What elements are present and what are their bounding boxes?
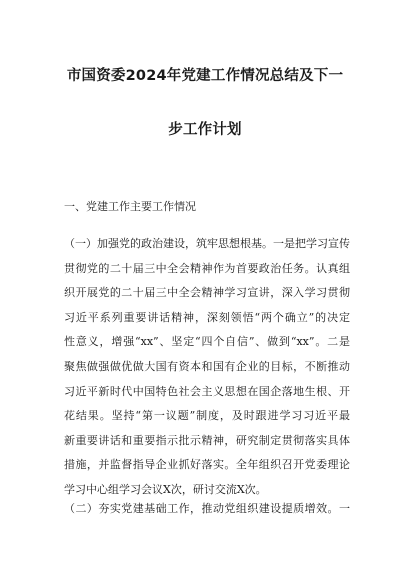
paragraph-line: 新重要讲话和重要指示批示精神，研究制定贯彻落实具体 <box>64 433 350 447</box>
paragraph-line: 织开展党的二十届三中全会精神学习宣讲，深入学习贯彻 <box>64 286 350 300</box>
paragraph-line: 聚焦做强做优做大国有资本和国有企业的目标，不断推动 <box>64 359 350 373</box>
paragraph-line: 习近平系列重要讲话精神，深刻领悟“两个确立”的决定 <box>64 310 350 324</box>
paragraph-line: （一）加强党的政治建设，筑牢思想根基。一是把学习宣传 <box>64 237 350 250</box>
document-title-line-2: 步工作计划 <box>168 122 242 138</box>
paragraph-line: 贯彻党的二十届三中全会精神作为首要政治任务。认真组 <box>64 261 350 275</box>
paragraph-line: 习近平新时代中国特色社会主义思想在国企落地生根、开 <box>64 384 350 398</box>
paragraph-2 <box>64 497 350 522</box>
paragraph-line: （二）夯实党建基础工作，推动党组织建设提质增效。一 <box>64 502 350 515</box>
paragraph-line: 学习中心组学习会议X次，研讨交流X次。 <box>64 482 267 496</box>
section-heading: 一、党建工作主要工作情况 <box>64 200 196 213</box>
paragraph-line: 性意义，增强“xx”、坚定“四个自信”、做到“xx”。二是 <box>64 335 350 349</box>
paragraph-1 <box>64 232 350 503</box>
document-title-line-1: 市国资委2024年党建工作情况总结及下一 <box>66 68 344 84</box>
paragraph-line: 花结果。坚持“第一议题”制度，及时跟进学习习近平最 <box>64 409 350 423</box>
paragraph-line: 措施，并监督指导企业抓好落实。全年组织召开党委理论 <box>64 458 350 472</box>
